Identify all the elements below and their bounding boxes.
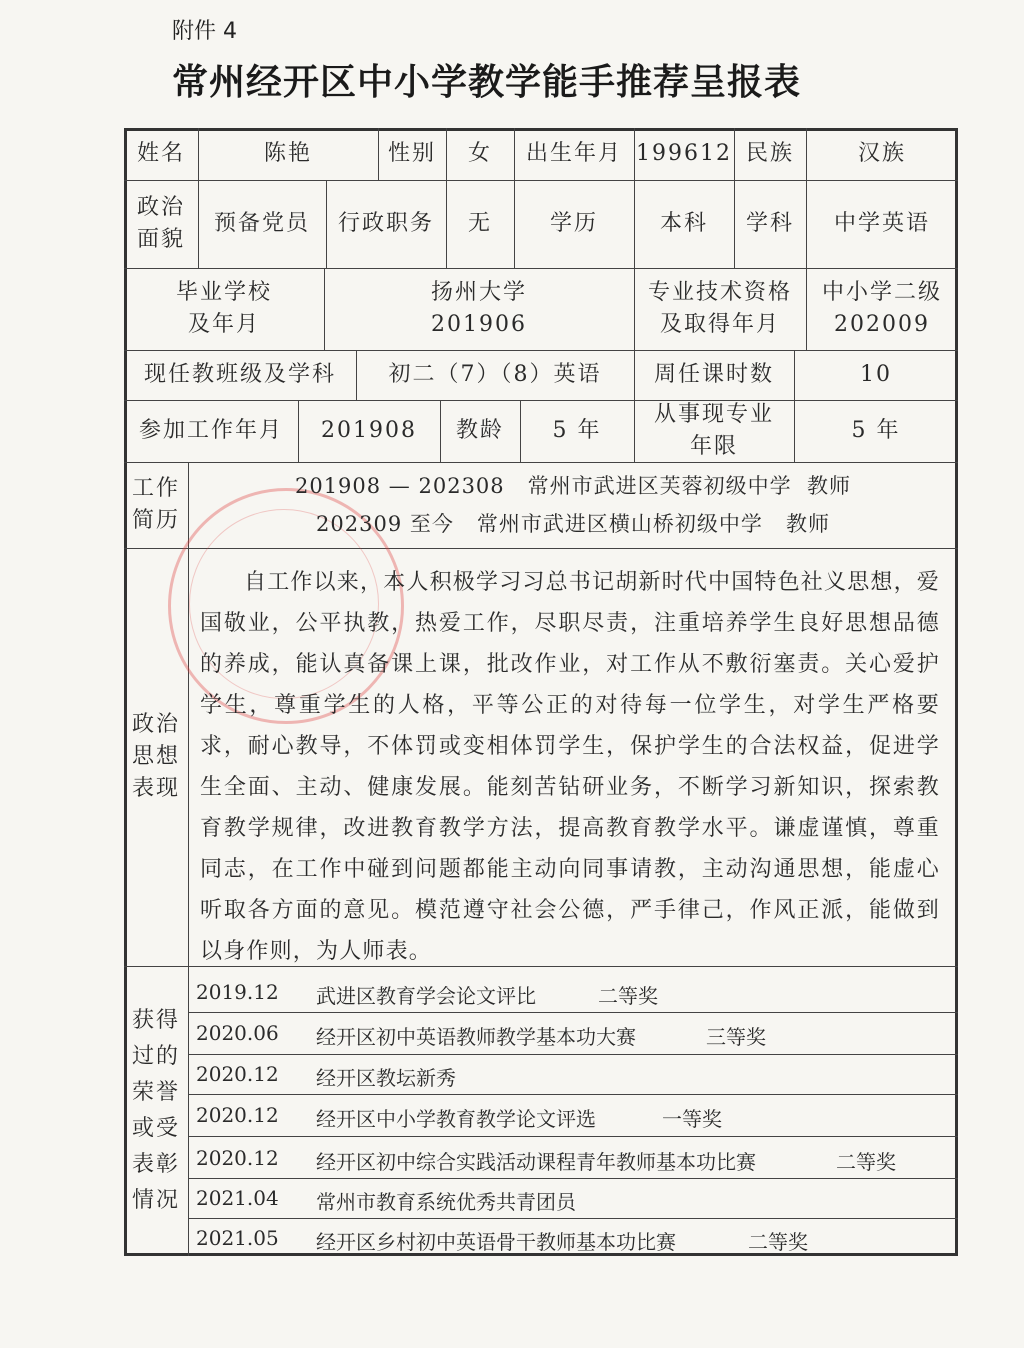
teaching-age-value: 5 年 — [552, 418, 602, 443]
name-label: 姓名 — [136, 141, 185, 166]
birth-value: 199612 — [636, 141, 732, 166]
teaching-age-label: 教龄 — [455, 418, 504, 443]
profession-years-value: 5 年 — [851, 418, 901, 443]
qual-label-line1: 专业技术资格 — [647, 280, 792, 305]
resume-line-1: 201908 — 202308 常州市武进区芙蓉初级中学 教师 — [294, 474, 852, 498]
honor-award: 二等奖 — [748, 1230, 808, 1254]
honor-award: 二等奖 — [836, 1150, 896, 1174]
profession-label-line2: 年限 — [689, 434, 738, 459]
honors-label-line3: 荣誉 — [131, 1080, 180, 1105]
honor-date: 2021.05 — [196, 1226, 279, 1250]
qual-label-line2: 及取得年月 — [659, 312, 780, 337]
perf-label-line1: 政治 — [131, 712, 180, 737]
political-perf-text: 自工作以来，本人积极学习习总书记胡新时代中国特色社义思想，爱国敬业，公平执教，热爱工作，尽职尽责，注重培养学生良好思想品德的养成，能认真备课上课，批改作业，对工作从不敷衍塞责。关心爱护学生，尊重学生的人格，平等公正的对待每一位学生，对学生严格要求，耐心教导，不体罚或变相体罚学生，保护学生的合法权益，促进学生全面、主动、健康发展。能刻苦钻研业务，不断学习新知识，探索教育教学规律，改进教育教学方法，提高教育教学水平。谦虚谨慎，尊重同志，在工作中碰到问题都能主动向同事请教，主动沟通思想，能虚心听取各方面的意见。模范遵守社会公德，严手律己，作风正派，能做到以身作则，为人师表。 — [200, 570, 941, 964]
ethnic-label: 民族 — [745, 141, 794, 166]
profession-label-line1: 从事现专业 — [653, 402, 774, 427]
political-label-line2: 面貌 — [136, 227, 185, 252]
work-start-label: 参加工作年月 — [138, 418, 283, 443]
profession-years-label — [634, 400, 794, 462]
school-label — [124, 268, 324, 350]
gender-value: 女 — [467, 141, 492, 166]
honor-date: 2020.12 — [196, 1146, 279, 1170]
honor-award: 三等奖 — [706, 1025, 766, 1049]
honors-label-line5: 表彰 — [131, 1152, 180, 1177]
school-name: 扬州大学 — [430, 280, 527, 305]
subject-label: 学科 — [745, 211, 794, 236]
honor-award: 一等奖 — [662, 1107, 722, 1131]
honor-award: 二等奖 — [598, 984, 658, 1008]
honor-date: 2020.06 — [196, 1021, 279, 1045]
ethnic-value: 汉族 — [857, 141, 906, 166]
perf-label-line3: 表现 — [131, 776, 180, 801]
qual-date: 202009 — [834, 312, 930, 337]
edu-label: 学历 — [549, 211, 598, 236]
school-value — [324, 268, 634, 350]
honor-title: 经开区初中英语教师教学基本功大赛 — [316, 1025, 636, 1049]
resume-content — [188, 462, 958, 548]
work-start-value: 201908 — [321, 418, 417, 443]
honor-title: 经开区中小学教育教学论文评选 — [316, 1107, 596, 1131]
class-label: 现任教班级及学科 — [143, 362, 336, 387]
birth-label: 出生年月 — [525, 141, 622, 166]
admin-value: 无 — [467, 211, 492, 236]
resume-label — [124, 462, 188, 548]
school-label-line1: 毕业学校 — [175, 280, 272, 305]
resume-label-line1: 工作 — [131, 476, 180, 501]
honor-date: 2020.12 — [196, 1103, 279, 1127]
resume-label-line2: 简历 — [131, 508, 180, 533]
qual-label — [634, 268, 806, 350]
subject-value: 中学英语 — [833, 211, 930, 236]
perf-label-line2: 思想 — [131, 744, 180, 769]
resume-line-2: 202309 至今 常州市武进区横山桥初级中学 教师 — [316, 512, 830, 536]
political-value: 预备党员 — [213, 211, 310, 236]
page-title: 常州经开区中小学教学能手推荐呈报表 — [172, 62, 802, 103]
honor-title: 经开区初中综合实践活动课程青年教师基本功比赛 — [316, 1150, 756, 1174]
honor-title: 常州市教育系统优秀共青团员 — [316, 1190, 576, 1214]
political-label — [124, 180, 198, 268]
honor-date: 2020.12 — [196, 1062, 279, 1086]
political-label-line1: 政治 — [136, 195, 185, 220]
honor-title: 经开区乡村初中英语骨干教师基本功比赛 — [316, 1230, 676, 1254]
gender-label: 性别 — [387, 141, 436, 166]
honors-label-line4: 或受 — [131, 1116, 180, 1141]
honors-label — [124, 966, 188, 1256]
qual-title: 中小学二级 — [821, 280, 942, 305]
school-date: 201906 — [431, 312, 527, 337]
honor-date: 2019.12 — [196, 980, 279, 1004]
hours-value: 10 — [860, 362, 892, 387]
edu-value: 本科 — [659, 211, 708, 236]
honor-title: 武进区教育学会论文评比 — [316, 984, 536, 1008]
honor-title: 经开区教坛新秀 — [316, 1066, 456, 1090]
name-value: 陈艳 — [263, 141, 312, 166]
political-perf-label — [124, 548, 188, 966]
hours-label: 周任课时数 — [653, 362, 774, 387]
honor-date: 2021.04 — [196, 1186, 279, 1210]
school-label-line2: 及年月 — [187, 312, 260, 337]
honors-label-line1: 获得 — [131, 1008, 180, 1033]
honors-label-line6: 情况 — [131, 1188, 180, 1213]
attachment-label: 附件 4 — [172, 19, 237, 44]
qual-value — [806, 268, 958, 350]
class-value: 初二（7）（8）英语 — [388, 362, 602, 387]
admin-label: 行政职务 — [337, 211, 434, 236]
honors-label-line2: 过的 — [131, 1044, 180, 1069]
